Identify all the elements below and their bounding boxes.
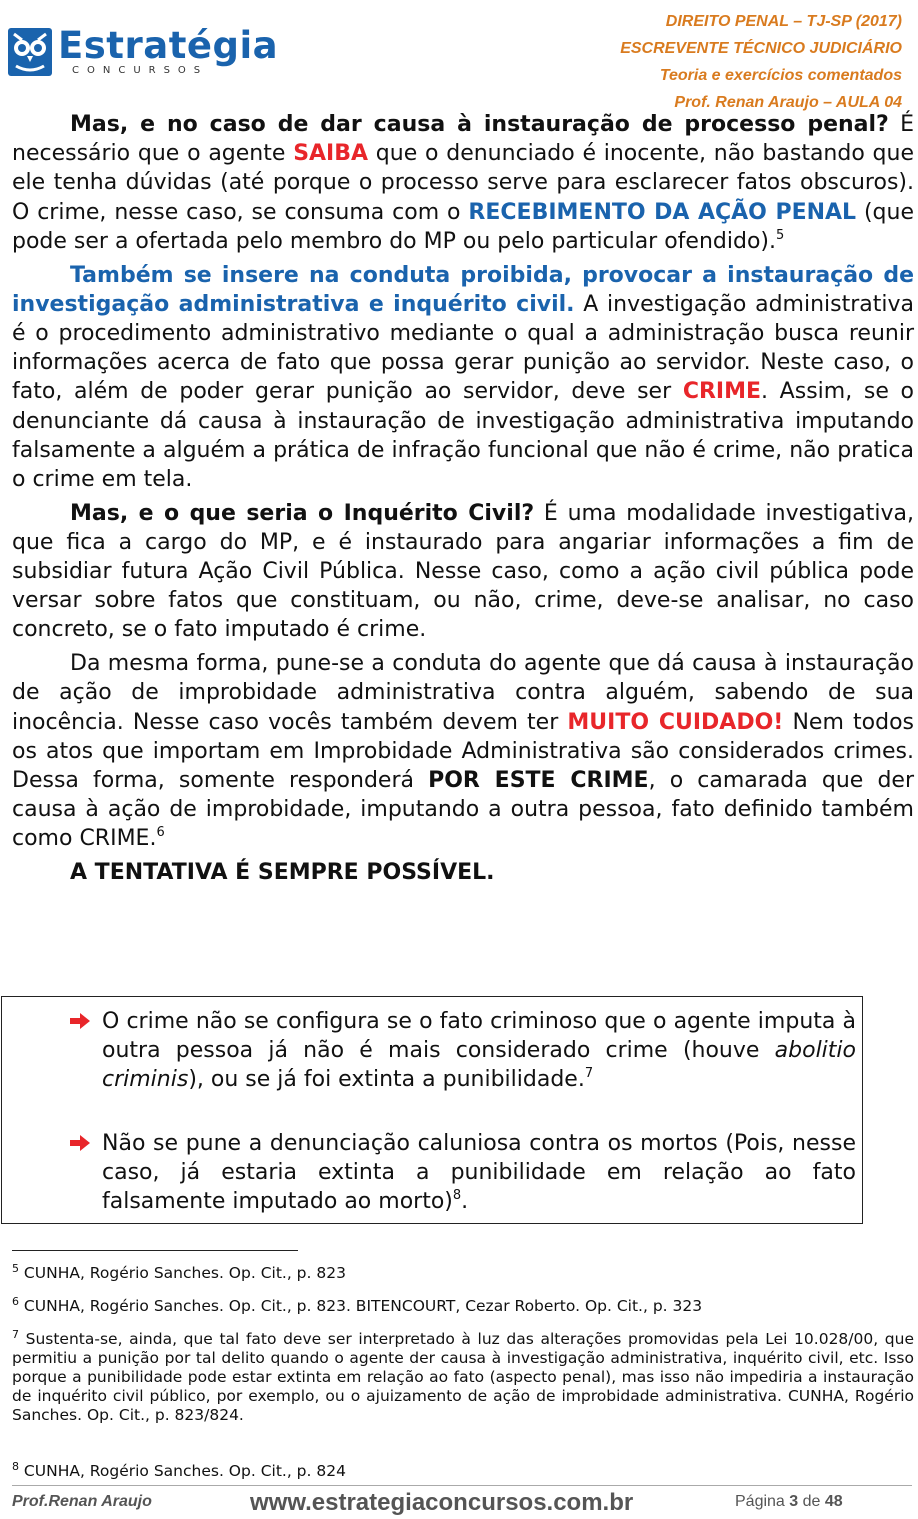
footnote bbox=[12, 1462, 914, 1481]
footnote-number: 6 bbox=[12, 1295, 19, 1308]
paragraph bbox=[12, 649, 914, 853]
footnote-number: 5 bbox=[12, 1262, 19, 1275]
footnote-ref[interactable]: 5 bbox=[775, 227, 785, 243]
summary-box bbox=[1, 996, 863, 1224]
page-current: 3 bbox=[789, 1493, 799, 1510]
footnote bbox=[12, 1330, 914, 1425]
footnote-divider bbox=[12, 1250, 298, 1251]
text-run: (que pode ser a ofertada pelo membro do MP ou pelo particular ofendido). bbox=[12, 199, 914, 254]
text-run: ), ou se já foi extinta a punibilidade. bbox=[188, 1067, 585, 1093]
footnote-text: CUNHA, Rogério Sanches. Op. Cit., p. 824 bbox=[19, 1462, 346, 1480]
course-line: ESCREVENTE TÉCNICO JUDICIÁRIO bbox=[620, 40, 902, 57]
arrow-right-icon bbox=[70, 1013, 90, 1029]
course-line: DIREITO PENAL – TJ-SP (2017) bbox=[665, 13, 902, 30]
italic-term: abolitio criminis bbox=[102, 1038, 856, 1093]
footnote-ref[interactable]: 8 bbox=[452, 1188, 462, 1204]
paragraph bbox=[12, 261, 914, 495]
footnote-ref[interactable]: 6 bbox=[156, 825, 165, 841]
footnote bbox=[12, 1264, 914, 1283]
text-run: É necessário que o agente bbox=[12, 112, 914, 167]
arrow-right-icon bbox=[70, 1135, 90, 1151]
bold-lead: Mas, e no caso de dar causa à instauração de processo penal? bbox=[70, 112, 889, 137]
text-run: Não se pune a denunciação caluniosa contra os mortos (Pois, nesse caso, já estaria extinta a punibilidade em relação ao fato falsamente imputado ao morto) bbox=[102, 1131, 856, 1215]
page-total: 48 bbox=[824, 1493, 843, 1510]
footnote-text: Sustenta-se, ainda, que tal fato deve ser interpretado à luz das alterações promovidas pela Lei 10.028/00, que permitiu a punição por tal delito quando o agente der causa à investigação administrativa, inquérito civil, etc. Isso porque a punibilidade pode estar extinta em relação ao fato (aspecto penal), mas isso não impediria a instauração de inquérito civil público, por exemplo, ou o ajuizamento de ação de improbidade administrativa. CUNHA, Rogério Sanches. Op. Cit., p. 823/824. bbox=[12, 1330, 914, 1424]
footnote-text: CUNHA, Rogério Sanches. Op. Cit., p. 823 bbox=[19, 1264, 346, 1282]
text-run: . bbox=[461, 1189, 469, 1215]
emphasis-blue: RECEBIMENTO DA AÇÃO PENAL bbox=[468, 199, 857, 225]
page-header bbox=[0, 0, 918, 112]
main-text bbox=[12, 110, 914, 887]
logo-subtitle: CONCURSOS bbox=[72, 65, 209, 76]
text-run: A investigação administrativa é o procedimento administrativo mediante o qual a administração busca reunir informações acerca de fato que possa gerar punição ao servidor. Neste caso, o fato, além de poder gerar punição ao servidor, deve ser bbox=[12, 291, 914, 405]
paragraph bbox=[12, 499, 914, 645]
footnote-number: 8 bbox=[12, 1460, 19, 1473]
list-item bbox=[102, 1129, 856, 1217]
owl-logo-icon bbox=[8, 28, 52, 76]
course-info bbox=[620, 8, 902, 116]
section-heading: A TENTATIVA É SEMPRE POSSÍVEL. bbox=[70, 860, 495, 886]
page-of: de bbox=[798, 1493, 825, 1510]
emphasis-red: MUITO CUIDADO! bbox=[567, 709, 784, 735]
footnote-ref[interactable]: 7 bbox=[584, 1066, 594, 1082]
emphasis-blue: Também se insere na conduta proibida, provocar a instauração de investigação administrativa e inquérito civil. bbox=[12, 262, 914, 317]
emphasis-red: CRIME bbox=[682, 379, 762, 405]
footnote-number: 7 bbox=[12, 1328, 19, 1341]
text-run: Da mesma forma, pune-se a conduta do agente que dá causa à instauração de ação de improbidade administrativa contra alguém, sabendo de sua inocência. Nesse caso vocês também devem ter bbox=[12, 651, 914, 735]
text-run: Nem todos os atos que importam em Improbidade Administrativa são considerados crimes. Dessa forma, somente responderá bbox=[12, 709, 914, 793]
text-run: . Assim, se o denunciante dá causa à instauração de investigação administrativa imputando falsamente a alguém a prática de infração funcional que não é crime, não pratica o crime em tela. bbox=[12, 379, 914, 492]
text-run: que o denunciado é inocente, não bastando que ele tenha dúvidas (até porque o processo serve para esclarecer fatos obscuros). O crime, nesse caso, se consuma com o bbox=[12, 141, 914, 225]
footer-website-link[interactable]: www.estrategiaconcursos.com.br bbox=[250, 1489, 634, 1516]
page-number bbox=[735, 1493, 843, 1511]
text-run: É uma modalidade investigativa, que fica a cargo do MP, e é instaurado para angariar informações a fim de subsidiar futura Ação Civil Pública. Nesse caso, como a ação civil pública pode versar sobre fatos que constituam, ou não, crime, deve-se analisar, no caso concreto, se o fato imputado é crime. bbox=[12, 500, 914, 643]
paragraph bbox=[12, 110, 914, 256]
page-label: Página bbox=[735, 1493, 790, 1510]
footer-author: Prof.Renan Araujo bbox=[12, 1493, 152, 1510]
logo bbox=[8, 24, 298, 80]
bold-lead: Mas, e o que seria o Inquérito Civil? bbox=[70, 500, 535, 526]
logo-wordmark: Estratégia bbox=[58, 24, 279, 67]
course-line: Prof. Renan Araujo – AULA 04 bbox=[674, 94, 902, 111]
bold-text: POR ESTE CRIME bbox=[428, 767, 649, 793]
emphasis-red: SAIBA bbox=[293, 141, 369, 167]
course-line: Teoria e exercícios comentados bbox=[659, 67, 902, 84]
list-item bbox=[102, 1007, 856, 1095]
text-run: O crime não se configura se o fato criminoso que o agente imputa à outra pessoa já não é mais considerado crime (houve bbox=[102, 1009, 856, 1064]
footnote-text: CUNHA, Rogério Sanches. Op. Cit., p. 823. BITENCOURT, Cezar Roberto. Op. Cit., p. 323 bbox=[19, 1297, 703, 1315]
footnote bbox=[12, 1297, 914, 1316]
text-run: , o camarada que der causa à ação de improbidade, imputando a outra pessoa, fato definido também como CRIME. bbox=[12, 767, 914, 852]
footer-divider bbox=[12, 1485, 912, 1486]
